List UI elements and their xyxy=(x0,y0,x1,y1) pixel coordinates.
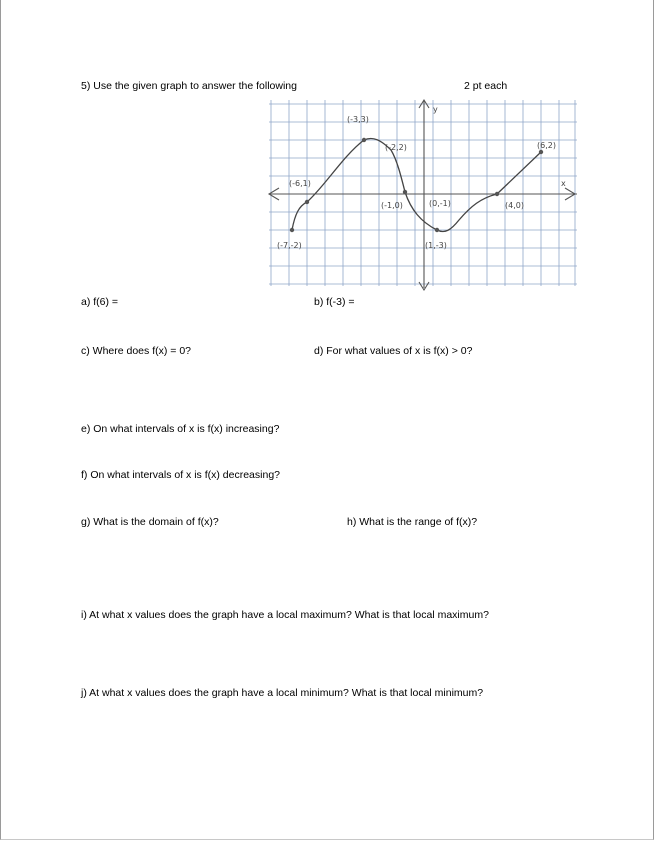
label-neg6-1: (-6,1) xyxy=(289,179,311,188)
question-i: i) At what x values does the graph have a local maximum? What is that local maximum? xyxy=(81,609,489,621)
function-graph xyxy=(265,96,577,292)
y-axis-label: y xyxy=(433,105,438,114)
question-d: d) For what values of x is f(x) > 0? xyxy=(314,345,473,357)
point-min xyxy=(435,228,439,232)
label-neg3-3: (-3,3) xyxy=(347,115,369,124)
label-neg7-neg2: (-7,-2) xyxy=(277,241,302,250)
label-4-0: (4,0) xyxy=(505,201,524,210)
question-h: h) What is the range of f(x)? xyxy=(347,516,478,528)
question-c: c) Where does f(x) = 0? xyxy=(81,345,191,357)
label-1-neg3: (1,-3) xyxy=(425,241,447,250)
label-0-neg1: (0,-1) xyxy=(429,199,451,208)
question-j: j) At what x values does the graph have a local minimum? What is that local minimum? xyxy=(81,687,484,699)
x-axis-label: x xyxy=(561,179,566,188)
label-neg1-0: (-1,0) xyxy=(381,201,403,210)
question-e: e) On what intervals of x is f(x) increasing? xyxy=(81,423,280,435)
question-b: b) f(-3) = xyxy=(314,296,355,308)
point-max xyxy=(362,138,366,142)
axes xyxy=(269,100,577,290)
point-a xyxy=(305,200,309,204)
question-a: a) f(6) = xyxy=(81,296,119,308)
point-end xyxy=(539,150,543,154)
label-neg2-2: (-2,2) xyxy=(385,143,407,152)
label-6-2: (6,2) xyxy=(537,141,556,150)
function-curve xyxy=(292,138,541,231)
points-note: 2 pt each xyxy=(464,80,508,92)
point-zero-right xyxy=(495,192,499,196)
question-title: 5) Use the given graph to answer the following xyxy=(81,80,297,92)
point-zero xyxy=(403,190,407,194)
question-f: f) On what intervals of x is f(x) decreasing? xyxy=(81,469,280,481)
question-g: g) What is the domain of f(x)? xyxy=(81,516,219,528)
point-start xyxy=(290,228,294,232)
